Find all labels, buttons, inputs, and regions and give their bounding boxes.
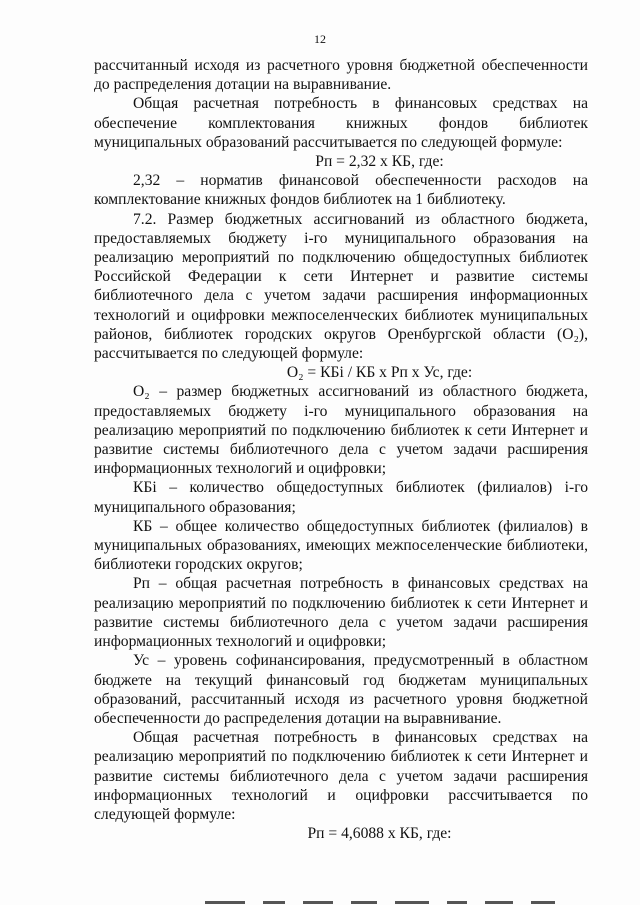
paragraph-internet-need: Общая расчетная потребность в финансовых средствах на реализацию мероприятий по подключению библиотек к сети Интернет и развитие системы библиотечного дела с учетом задачи расширения информационных технологий и оцифровки рассчитывается по следующей формуле:: [94, 729, 588, 823]
paragraph-norm-definition: 2,32 – норматив финансовой обеспеченности расходов на комплектование книжных фондов библиотек на 1 библиотеку.: [94, 172, 588, 209]
document-body: [94, 56, 588, 843]
definition-rp: Рп – общая расчетная потребность в финансовых средствах на реализацию мероприятий по подключению библиотек к сети Интернет и развитие системы библиотечного дела с учетом задачи расширения информационных технологий и оцифровки;: [94, 575, 588, 651]
definition-us: Ус – уровень софинансирования, предусмотренный в областном бюджете на текущий финансовый год бюджетам муниципальных образований, рассчитанный исходя из расчетного уровня бюджетной обеспеченности до распределения дотации на выравнивание.: [94, 652, 588, 727]
formula-internet-need: Рп = 4,6088 х КБ, где:: [307, 825, 452, 843]
paragraph-continuation: рассчитанный исходя из расчетного уровня бюджетной обеспеченности до распределения дотации на выравнивание.: [94, 57, 588, 94]
formula-book-funds: Рп = 2,32 х КБ, где:: [315, 153, 444, 171]
formula-allocation: О₂ = КБi / КБ х Рп х Ус, где:: [286, 364, 473, 382]
page-number: 12: [314, 32, 326, 46]
paragraph-book-funds-need: Общая расчетная потребность в финансовых средствах на обеспечение комплектования книжных фондов библиотек муниципальных образований рассчитывается по следующей формуле:: [94, 95, 588, 151]
definition-o2: О₂ – размер бюджетных ассигнований из областного бюджета, предоставляемых бюджету i-го муниципального образования на реализацию мероприятий по подключению библиотек к сети Интернет и развитие системы библиотечного дела с учетом задачи расширения информационных технологий и оцифровки;: [94, 383, 588, 478]
definition-kb: КБ – общее количество общедоступных библиотек (филиалов) в муниципальных образованиях, имеющих межпоселенческие библиотеки, библиотеки городских округов;: [94, 517, 588, 574]
cut-off-text-line: [205, 896, 590, 905]
paragraph-section-7-2: 7.2. Размер бюджетных ассигнований из областного бюджета, предоставляемых бюджету i-го муниципального образования на реализацию мероприятий по подключению общедоступных библиотек Российской Федерации к сети Интернет и развитие системы библиотечного дела с учетом задачи расширения информационных технологий и оцифровки межпоселенческих библиотек муниципальных районов, библиотек городских округов Оренбургской области (О₂), рассчитывается по следующей формуле:: [94, 210, 588, 363]
definition-kbi: КБi – количество общедоступных библиотек (филиалов) i-го муниципального образования;: [94, 479, 588, 516]
